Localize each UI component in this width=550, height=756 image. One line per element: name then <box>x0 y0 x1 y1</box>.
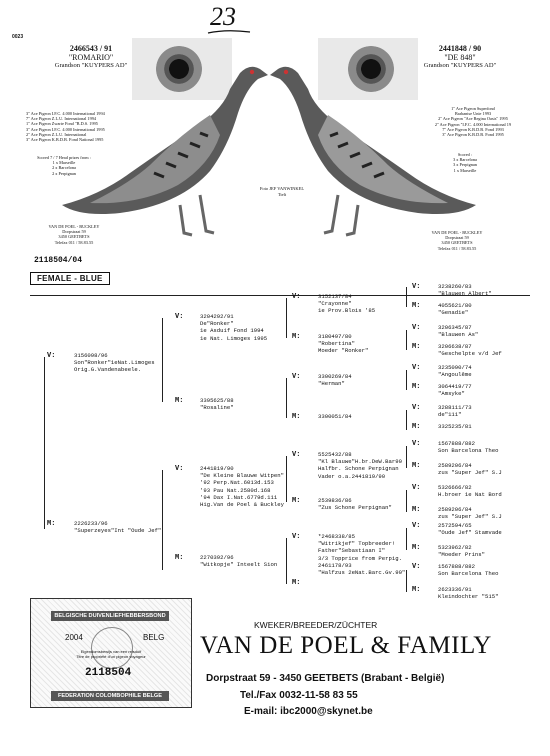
gen1-sire-marker: V: <box>47 352 56 360</box>
sire-owner <box>34 224 114 245</box>
gen4-marker: M: <box>412 383 421 391</box>
gen4-entry: 2589206/84 zus "Super Jef" S.J <box>438 462 502 477</box>
dam-result-line: 2" Ace Pigeon "Ace Regina Oasis" 1995 <box>438 116 508 122</box>
gen1-sire-entry: 3156098/96 Son"Ronker"1eNat.Limoges Orig.G.Vandenabeele. <box>74 352 155 374</box>
dam-owner-line: VAN DE POEL - BUCKLEY <box>431 230 483 235</box>
tree-line <box>162 318 163 402</box>
sire-head-prize-line: 2 x Perpignan <box>52 170 76 176</box>
gen4-entry: 3288111/73 de"111" <box>438 404 472 419</box>
sire-result-line: 7" Ace Pigeon Z.L.U. International 1994 <box>26 116 97 122</box>
sire-head-prize-line: 2 x Barcelona <box>52 165 76 171</box>
tree-line <box>162 470 163 570</box>
tree-line <box>286 298 287 338</box>
tree-line <box>406 330 407 350</box>
sire-subtitle: Grandson "KUYPERS AD" <box>54 62 128 69</box>
gen4-marker: V: <box>412 324 421 332</box>
gen4-marker: M: <box>412 544 421 552</box>
gen4-marker: V: <box>412 404 421 412</box>
gen4-entry: 5326666/82 H.broer 1e Nat Bord <box>438 484 502 499</box>
gen3-entry: 5525432/88 "Kl Blauwe"H.br.DeW.Bar90 Halfbr. Schone Perpignan Vader o.a.2441819/90 <box>318 451 402 480</box>
gen4-entry: 4055621/80 "Genadie" <box>438 302 472 317</box>
gen4-marker: M: <box>412 462 421 470</box>
sire-pigeon-photo <box>60 55 270 240</box>
gen3-marker: V: <box>292 293 301 301</box>
dam-name: "DE 848" <box>444 53 476 62</box>
tree-line <box>286 378 287 418</box>
certificate-ring: 2118504 <box>85 667 132 679</box>
gen4-entry: 2572594/65 "Oude Jef" Stamvade <box>438 522 502 537</box>
gen4-marker: V: <box>412 484 421 492</box>
sire-owner-line: 3450 GEETBETS <box>58 234 90 240</box>
gen2-entry: 3395625/88 "Rosaline" <box>200 397 234 412</box>
gen4-entry: 3206345/87 "Blauwen As" <box>438 324 479 339</box>
gen3-marker: V: <box>292 451 301 459</box>
dam-head-prize-line: 3 x Perpignan <box>453 162 477 168</box>
gen4-marker: V: <box>412 283 421 291</box>
gen2-entry: 2270392/96 "Witkopje" Inteelt Sion <box>200 554 278 569</box>
gen4-marker: M: <box>412 586 421 594</box>
tree-line <box>406 446 407 468</box>
sire-result-line: 3" Ace Pigeon I.F.C. 4.000 International 1994 <box>26 111 105 116</box>
dam-result-line: 1" Ace Pigeon Superfond <box>451 106 495 111</box>
gen3-entry: 3180497/80 "Robertina" Moeder "Ronker" <box>318 333 369 355</box>
sire-owner-line: VAN DE POEL - BUCKLEY <box>48 224 100 229</box>
page-number: 23 <box>210 2 236 31</box>
page-number-underline <box>206 28 252 36</box>
photo-credit: Foto JEF VANWINKEL Tielt <box>259 186 305 197</box>
gen4-marker: M: <box>412 423 421 431</box>
certificate-middle-text: Eigendomsbewijs van een reisduif Titre de propriété d'un pigeon voyageur <box>76 649 146 659</box>
ownership-certificate <box>30 598 192 708</box>
dam-result-line: 2" Ace Pigeon "I.F.C. 4.000 International 19 <box>434 121 512 127</box>
gen2-entry: 3204292/91 De"Ronker" 1e Asduif Fond 1994 1e Nat. Limoges 1995 <box>200 313 268 342</box>
gen3-marker: M: <box>292 333 301 341</box>
gen4-entry: 2589206/84 zus "Super Jef" S.J <box>438 506 502 521</box>
sire-name: "ROMARIO" <box>68 53 114 62</box>
dam-result-line: 7" Ace Pigeon K.B.D.B. Fond 1993 <box>442 126 504 132</box>
gen4-marker: M: <box>412 343 421 351</box>
tree-line <box>406 570 407 592</box>
gen3-entry: 3152137/84 "Crayonne" 1e Prov.Blois '85 <box>318 293 376 315</box>
gen4-entry: 3238260/83 "Blauwen Albert" <box>438 283 492 298</box>
gen4-entry: 3206638/87 "Geschelpte v/d Jef <box>438 343 502 358</box>
breeder-email: E-mail: ibc2000@skynet.be <box>244 706 373 717</box>
dam-owner <box>412 230 502 251</box>
breeder-kweker: KWEKER/BREEDER/ZÜCHTER <box>254 620 378 630</box>
tree-line <box>406 370 407 390</box>
gen3-entry: 3300269/84 "Herman" <box>318 373 352 388</box>
tree-line <box>406 528 407 550</box>
certificate-country: BELG <box>143 633 165 642</box>
gen1-dam-marker: M: <box>47 520 56 528</box>
dam-head-prize-line: 3 x Barcelona <box>453 157 477 163</box>
tree-line <box>44 357 45 529</box>
gen2-entry: 2441819/90 "De Kleine Blauwe Witpen" '92 Perp.Nat.6013d.153 '93 Pau Nat.2580d.168 '94 Dax I.Nat.6779d.111 Hig.Van de Poel & Buckley <box>200 465 284 509</box>
certificate-bottom: FEDERATION COLOMBOPHILE BELGE <box>51 691 169 701</box>
sire-ring: 2466543 / 91 <box>69 44 113 53</box>
gen2-marker: M: <box>175 397 184 405</box>
breeder-address: Dorpstraat 59 - 3450 GEETBETS (Brabant - België) <box>206 673 445 684</box>
dam-results <box>408 106 538 137</box>
tree-line <box>286 538 287 584</box>
gen4-marker: V: <box>412 563 421 571</box>
dam-subtitle: Grandson "KUYPERS AD" <box>423 62 497 69</box>
gen1-dam-entry: 2226233/96 "Superzeyes"Int "Oude Jef" <box>74 520 162 535</box>
tree-line <box>406 410 407 430</box>
gen3-entry: 2539836/86 "Zus Schone Perpignan" <box>318 497 392 512</box>
gen2-marker: M: <box>175 554 184 562</box>
tree-line <box>406 490 407 512</box>
gen4-marker: V: <box>412 364 421 372</box>
gen4-entry: 3064419/77 "Amsyke" <box>438 383 472 398</box>
dam-head-prize-line: Scored : <box>457 152 473 157</box>
gen3-marker: M: <box>292 413 301 421</box>
gen4-marker: V: <box>412 440 421 448</box>
sire-owner-line: Dorpstraat 59 <box>62 229 86 235</box>
dam-owner-line: 3450 GEETBETS <box>441 240 473 246</box>
gen4-entry: 2623336/91 Kleindochter "515" <box>438 586 499 601</box>
gen3-marker: V: <box>292 373 301 381</box>
sire-owner-line: Telefax 011 / 58.83.55 <box>54 239 94 245</box>
bird-label: FEMALE - BLUE <box>30 272 110 285</box>
breeder-name: VAN DE POEL & FAMILY <box>200 632 492 659</box>
gen4-marker: M: <box>412 302 421 310</box>
sire-result-line: 3" Ace Pigeon K.B.D.B. Fond National 1995 <box>26 137 104 143</box>
sire-results <box>26 111 156 142</box>
dam-owner-line: Dorpstraat 59 <box>445 235 469 241</box>
gen3-marker: V: <box>292 533 301 541</box>
gen4-entry: 3325235/81 <box>438 423 472 430</box>
dam-head-prize-line: 1 x Marseille <box>453 167 477 173</box>
gen4-marker: V: <box>412 522 421 530</box>
tree-line <box>406 287 407 307</box>
dam-result-line: Brabantse Unie 1993 <box>454 111 492 117</box>
gen2-marker: V: <box>175 313 184 321</box>
gen3-entry: 3300051/84 <box>318 413 352 420</box>
sire-result-line: 1" Ace Pigeon Zwarte Fond "B.D.S. 1995 <box>26 121 98 127</box>
dam-owner-line: Telefax 011 / 58.83.55 <box>437 245 477 251</box>
certificate-year: 2004 <box>65 633 83 642</box>
sire-head-prizes <box>24 155 104 176</box>
certificate-oval <box>91 627 133 669</box>
dam-ring: 2441848 / 90 <box>438 44 482 53</box>
gen4-marker: M: <box>412 506 421 514</box>
tree-line <box>286 456 287 502</box>
gen3-marker: M: <box>292 497 301 505</box>
gen2-marker: V: <box>175 465 184 473</box>
certificate-top: BELGISCHE DUIVENLIEFHEBBERSBOND <box>51 611 169 621</box>
dam-pigeon-photo <box>268 55 478 240</box>
corner-code: 0023 <box>12 34 24 40</box>
dam-head-prizes <box>420 152 510 173</box>
gen3-marker: M: <box>292 579 301 587</box>
bird-ring: 2118504/04 <box>34 256 83 265</box>
sire-result-line: 2" Ace Pigeon Z.L.U. International <box>26 131 87 137</box>
gen4-entry: 1567888/882 Son Barcelona Theo <box>438 440 499 455</box>
gen4-entry: 3235090/74 "Angoulême <box>438 364 472 379</box>
sire-result-line: 3" Ace Pigeon I.F.C. 4.000 International 1995 <box>26 126 105 132</box>
gen3-entry: *2468338/85 "Witrikjef" Topbreeder! Father"Sebastiaan I" 3/3 Topprice from Perpig. 2461178/93 "Halfzus 2eNat.Barc.Gv.90" <box>318 533 406 577</box>
gen4-entry: 5323962/82 "Moeder Prins" <box>438 544 485 559</box>
dam-result-line: 3" Ace Pigeon K.B.D.B. Fond 1995 <box>442 132 504 138</box>
sire-head-prize-line: Scored 7 / 7 Head prizes from : <box>37 155 91 160</box>
sire-head-prize-line: 1 x Marseille <box>52 160 76 166</box>
gen4-entry: 1567888/882 Son Barcelona Theo <box>438 563 499 578</box>
breeder-tel: Tel./Fax 0032-11-58 83 55 <box>240 690 358 701</box>
